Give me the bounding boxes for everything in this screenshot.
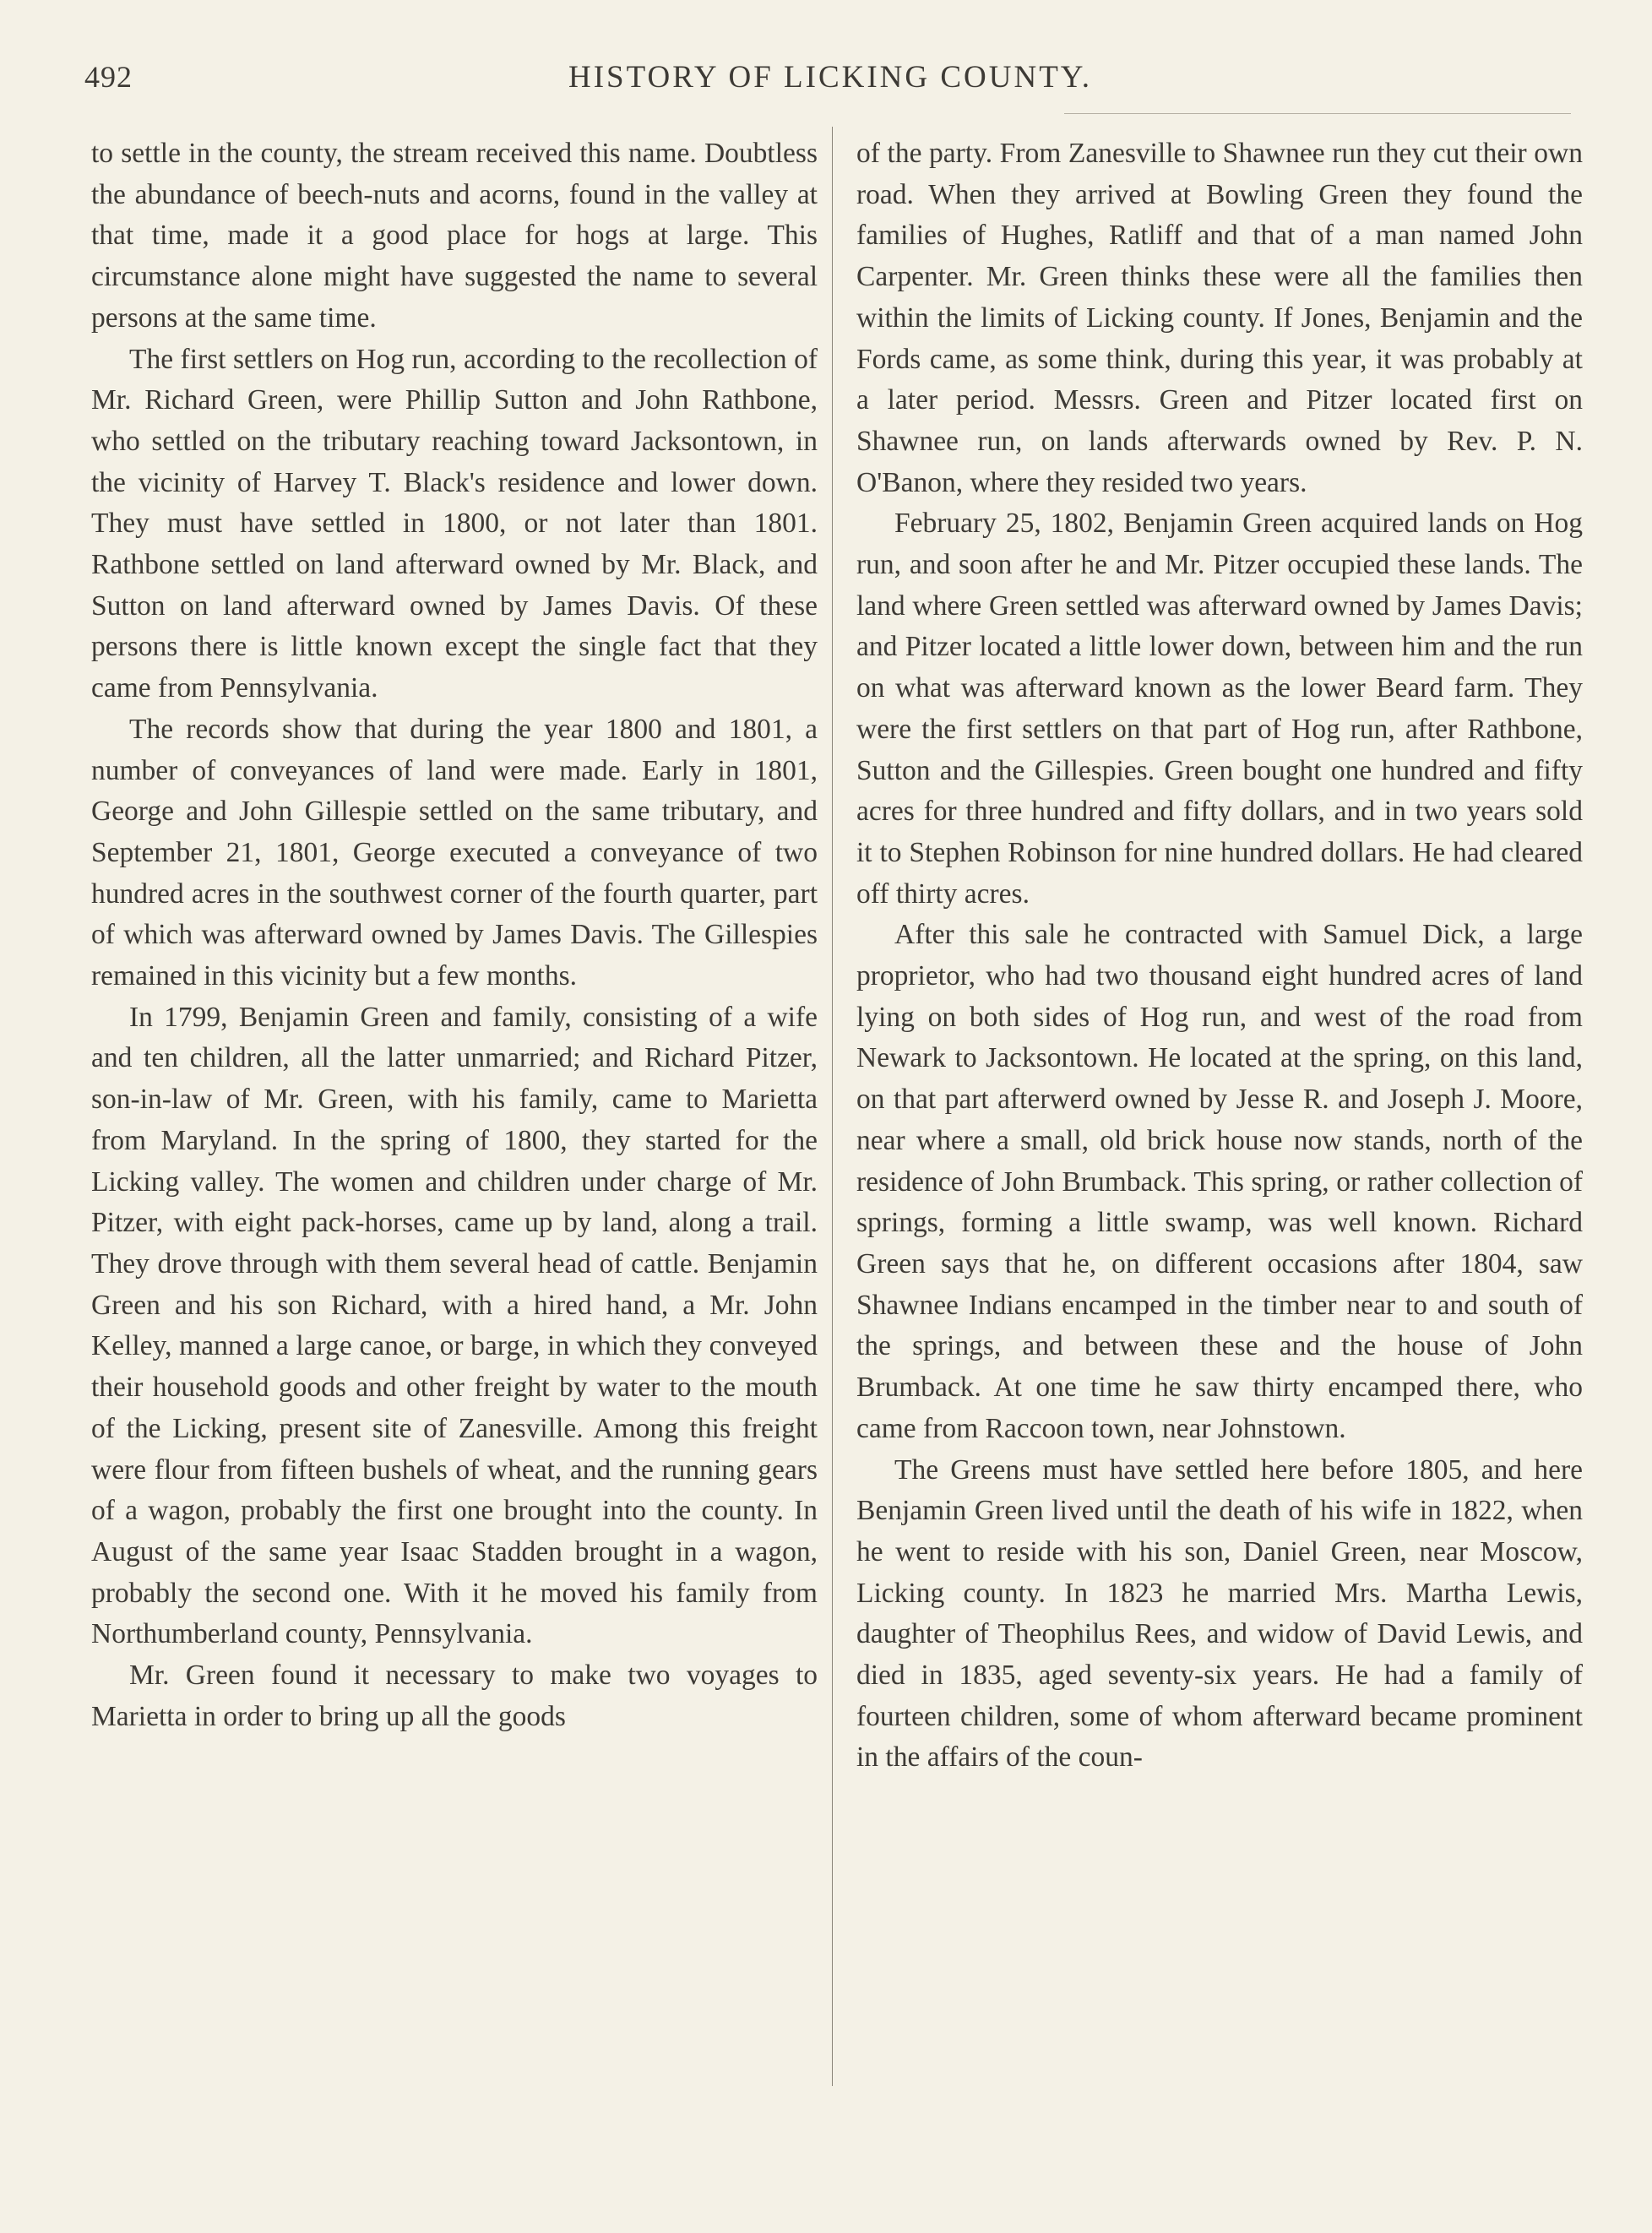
paragraph: In 1799, Benjamin Green and family, consisting of a wife and ten children, all the latter unmarried; and Richard Pitzer, son-in-law of Mr. Green, with his family, came to Marietta from Maryland. In the spring of 1800, they started for the Licking valley. The women and children under charge of Mr. Pitzer, with eight pack-horses, came up by land, along a trail. They drove through with them several head of cattle. Benjamin Green and his son Richard, with a hired hand, a Mr. John Kelley, manned a large canoe, or barge, in which they conveyed their household goods and other freight by water to the mouth of the Licking, present site of Zanesville. Among this freight were flour from fifteen bushels of wheat, and the running gears of a wagon, probably the first one brought into the county. In August of the same year Isaac Stadden brought in a wagon, probably the second one. With it he moved his family from Northumberland county, Pennsylvania.	[91, 1001, 818, 1650]
running-head: HISTORY OF LICKING COUNTY.	[568, 60, 1093, 95]
paragraph: The records show that during the year 1800 and 1801, a number of conveyances of land were made. Early in 1801, George and John Gillespie settled on the same tributary, and September 21, 1801, George executed a conveyance of two hundred acres in the southwest corner of the fourth quarter, part of which was afterward owned by James Davis. The Gillespies remained in this vicinity but a few months.	[91, 713, 818, 992]
paragraph: of the party. From Zanesville to Shawnee run they cut their own road. When they arrived at Bowling Green they found the families of Hughes, Ratliff and that of a man named John Carpenter. Mr. Green thinks these were all the families then within the limits of Licking county. If Jones, Benjamin and the Fords came, as some think, during this year, it was probably at a later period. Messrs. Green and Pitzer located first on Shawnee run, on lands afterwards owned by Rev. P. N. O'Banon, where they resided two years.	[856, 138, 1583, 498]
column-divider	[832, 127, 833, 2086]
left-column	[91, 133, 818, 1737]
paragraph: Mr. Green found it necessary to make two voyages to Marietta in order to bring up all the goods	[91, 1660, 818, 1732]
paragraph: The Greens must have settled here before 1805, and here Benjamin Green lived until the death of his wife in 1822, when he went to reside with his son, Daniel Green, near Moscow, Licking county. In 1823 he married Mrs. Martha Lewis, daughter of Theophilus Rees, and widow of David Lewis, and died in 1835, aged seventy-six years. He had a family of fourteen children, some of whom afterward became prominent in the affairs of the coun-	[856, 1453, 1583, 1774]
right-column	[856, 133, 1583, 1779]
paragraph: to settle in the county, the stream received this name. Doubtless the abundance of beech-nuts and acorns, found in the valley at that time, made it a good place for hogs at large. This circumstance alone might have suggested the name to several persons at the same time.	[91, 138, 818, 334]
page-number: 492	[84, 60, 133, 94]
paragraph: February 25, 1802, Benjamin Green acquired lands on Hog run, and soon after he and Mr. Pitzer occupied these lands. The land where Green settled was afterward owned by James Davis; and Pitzer located a little lower down, between him and the run on what was afterward known as the lower Beard farm. They were the first settlers on that part of Hog run, after Rathbone, Sutton and the Gillespies. Green bought one hundred and fifty acres for three hundred and fifty dollars, and in two years sold it to Stephen Robinson for nine hundred dollars. He had cleared off thirty acres.	[856, 508, 1583, 910]
header-rule	[1064, 113, 1571, 114]
paragraph: The first settlers on Hog run, according to the recollection of Mr. Richard Green, were Phillip Sutton and John Rathbone, who settled on the tributary reaching toward Jacksontown, in the vicinity of Harvey T. Black's residence and lower down. They must have settled in 1800, or not later than 1801. Rathbone settled on land afterward owned by Mr. Black, and Sutton on land afterward owned by James Davis. Of these persons there is little known except the single fact that they came from Pennsylvania.	[91, 343, 818, 704]
page-header	[84, 59, 1576, 110]
paragraph: After this sale he contracted with Samuel Dick, a large proprietor, who had two thousand eight hundred acres of land lying on both sides of Hog run, and west of the road from Newark to Jacksontown. He located at the spring, on this land, on that part afterwerd owned by Jesse R. and Joseph J. Moore, near where a small, old brick house now stands, north of the residence of John Brumback. This spring, or rather collection of springs, forming a little swamp, was well known. Richard Green says that he, on different occasions after 1804, saw Shawnee Indians encamped in the timber near to and south of the springs, and between these and the house of John Brumback. At one time he saw thirty encamped there, who came from Raccoon town, near Johnstown.	[856, 919, 1583, 1444]
